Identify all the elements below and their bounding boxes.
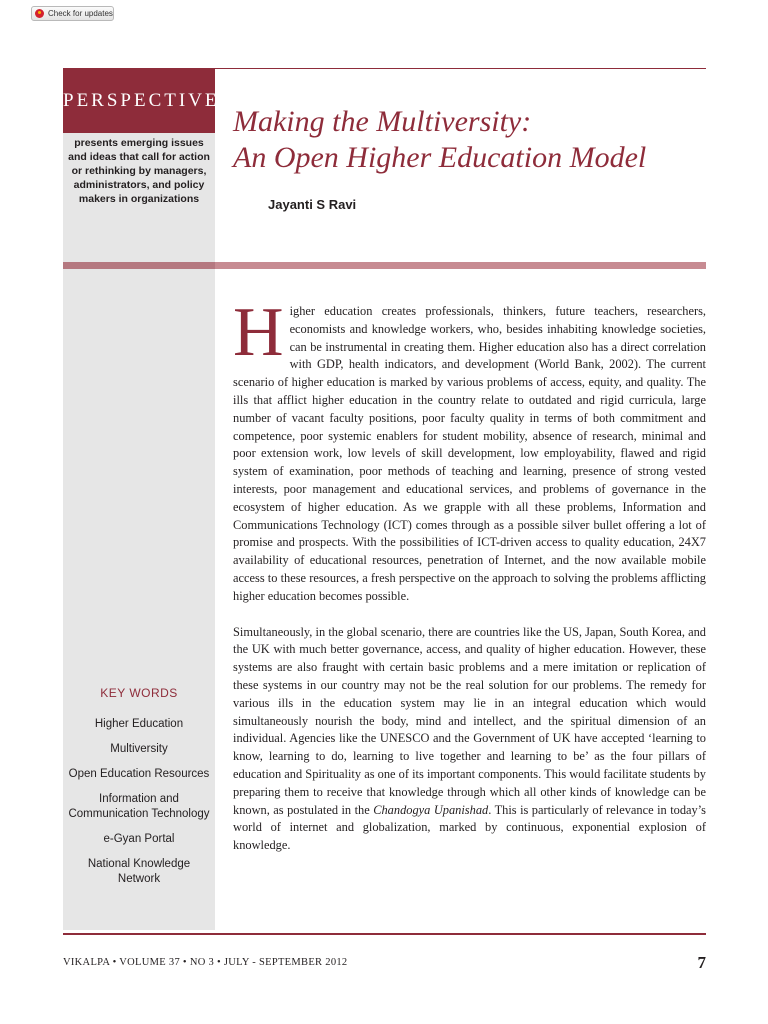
footer-rule xyxy=(63,933,706,935)
keyword-item: Information and Communication Technology xyxy=(68,793,210,820)
keyword-item: e-Gyan Portal xyxy=(103,833,175,845)
article-author: Jayanti S Ravi xyxy=(268,197,357,212)
check-for-updates-label: Check for updates xyxy=(48,9,113,18)
keyword-item: Open Education Resources xyxy=(68,768,210,780)
keywords-heading: KEY WORDS xyxy=(100,686,178,700)
divider-band-sidebar-segment xyxy=(63,262,215,269)
section-banner xyxy=(63,68,234,133)
crossmark-icon xyxy=(35,9,44,18)
body-paragraph xyxy=(233,624,706,855)
section-description: presents emerging issues and ideas that call for action or rethinking by managers, administrators, and policy makers in organizations xyxy=(68,137,210,205)
article-title-line1: Making the Multiversity: xyxy=(233,105,532,138)
divider-band xyxy=(63,262,706,269)
keywords-list xyxy=(66,717,212,897)
paragraph2-text-start: Simultaneously, in the global scenario, there are countries like the US, Japan, South Korea, and the UK with much better governance, access, and quality of higher education. However, these systems are also fraught with certain basic problems and a mere imitation or replication of these systems in our country may not be the real solution for our problems. The remedy for various ills in the education system may lie in an integral education which would simultaneously nourish the body, mind and intellect, and the spiritual dimension of an individual. Agencies like the UNESCO and the Government of UK have accepted ‘learning to know, learning to do, learning to live together and learning to be’ as the four pillars of education and Spirituality as one of its important components. This would facilitate students by preparing them to receive that knowledge through which all other kinds of knowledge can be known, as postulated in the xyxy=(233,624,706,817)
keyword-item: Higher Education xyxy=(94,718,184,730)
drop-cap: H xyxy=(233,294,284,371)
check-for-updates-button[interactable] xyxy=(31,6,114,21)
article-title-line2: An Open Higher Education Model xyxy=(233,141,647,174)
section-label: PERSPECTIVES xyxy=(63,90,234,111)
journal-citation: VIKALPA • VOLUME 37 • NO 3 • JULY - SEPTEMBER 2012 xyxy=(63,957,348,968)
paragraph2-text-end: . This is particularly of relevance in today’s world of internet and globalization, marked by continuous, exponential explosion of knowledge. xyxy=(233,802,707,853)
article-title xyxy=(233,104,703,176)
body-paragraph xyxy=(233,294,706,606)
paragraph1-text: igher education creates professionals, thinkers, future teachers, researchers, economists and knowledge workers, who, besides inhabiting knowledge societies, can be instrumental in creating them. Higher education also has a direct correlation with GDP, health indicators, and development (World Bank, 2002). The current scenario of higher education is marked by various problems of access, equity, and quality. The ills that afflict higher education in the country relate to outdated and rigid curricula, large number of vacant faculty positions, poor faculty quality in terms of both commitment and competence, poor systemic enablers for student mobility, absence of research, minimal and poor extension work, low levels of skill development, low employability, flawed and rigid system of examination, poor methods of teaching and learning, presence of strong vested interests, poor management and educational services, and problems of governance in the ecosystem of higher education. As we grapple with all these problems, Information and Communications Technology (ICT) comes through as a possible silver bullet offering a lot of promise and prospects. With the possibilities of ICT-driven access to quality education, 24X7 availability of educational resources, penetration of Internet, and the now available mobile access to these resources, a fresh perspective on the approach to solving the problems afflicting higher education becomes possible. xyxy=(233,304,706,603)
paragraph2-italic-term: Chandogya Upanishad xyxy=(373,802,489,817)
keyword-item: Multiversity xyxy=(110,743,168,755)
keyword-item: National Knowledge Network xyxy=(87,858,191,885)
page-number: 7 xyxy=(697,953,706,972)
header-rule xyxy=(215,68,706,69)
article-body xyxy=(233,294,707,855)
